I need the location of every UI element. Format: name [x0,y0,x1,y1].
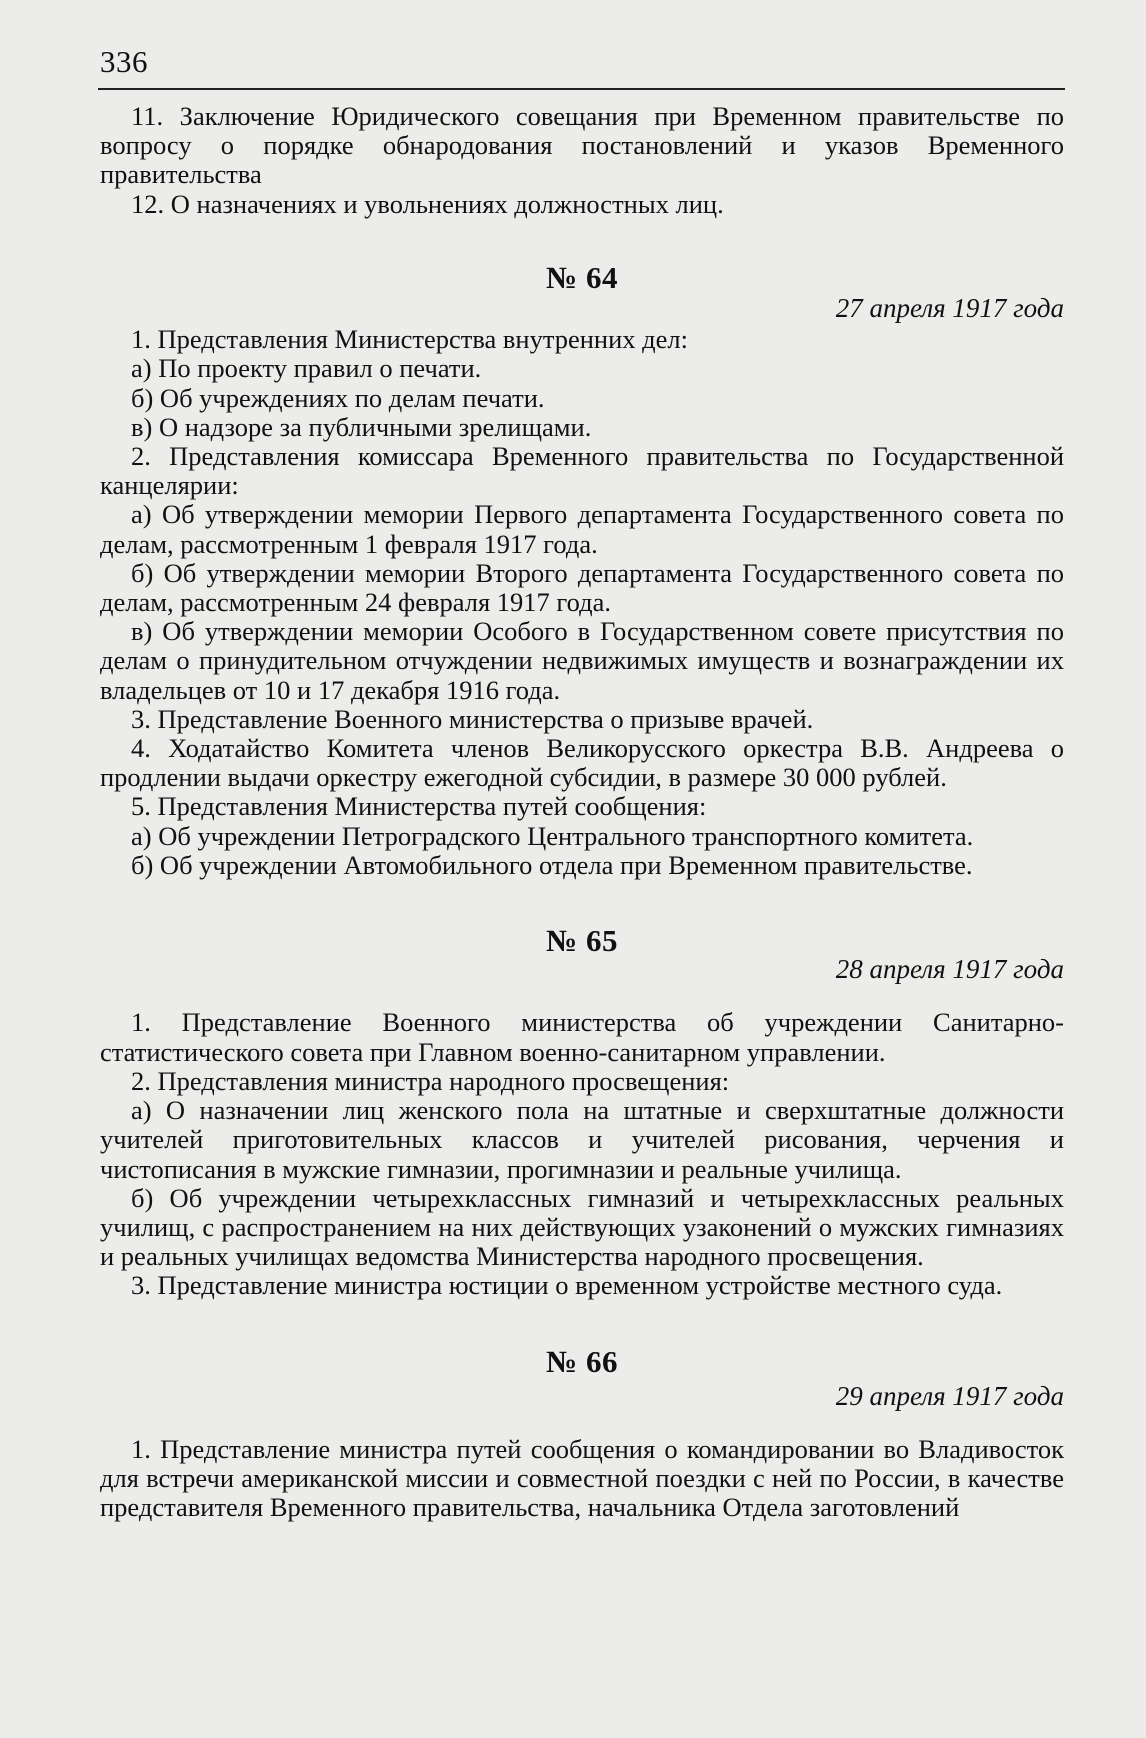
list-item: б) Об утверждении мемории Второго департамента Государственного совета по делам, рассмотренным 24 февраля 1917 года. [100,557,1064,618]
list-item: 1. Представление Военного министерства об учреждении Санитарно-статистического совета при Главном военно-санитарном управлении. [100,1007,1064,1067]
section-66 [100,1343,1064,1523]
list-item: 3. Представление Военного министерства о призыве врачей. [131,703,814,734]
list-item: в) Об утверждении мемории Особого в Государственном совете присутствия по делам о принудительном отчуждении недвижимых имуществ и вознаграждении их владельцев от 10 и 17 декабря 1916 года. [100,616,1064,705]
section-date: 29 апреля 1917 года [835,1380,1064,1411]
section-date: 27 апреля 1917 года [835,293,1064,324]
section-date: 28 апреля 1917 года [835,954,1064,985]
section-65 [100,923,1064,1301]
list-item: а) О назначении лиц женского пола на штатные и сверхштатные должности учителей приготовительных классов и учителей рисования, черчения и чистописания в мужские гимназии, прогимназии и реальные училища. [100,1095,1064,1184]
intro-item: 12. О назначениях и увольнениях должностных лиц. [131,188,724,219]
list-item: 3. Представление министра юстиции о временном устройстве местного суда. [131,1270,1003,1301]
section-64 [100,259,1064,880]
document-body [100,102,1064,1523]
list-item: 1. Представления Министерства внутренних дел: [131,324,689,355]
section-number: № 66 [546,1343,618,1379]
intro-item: 11. Заключение Юридического совещания при Временном правительстве по вопросу о порядке обнародования постановлений и указов Временного правительства [100,101,1064,190]
list-item: 2. Представления министра народного просвещения: [131,1065,730,1096]
list-item: а) По проекту правил о печати. [131,353,482,384]
section-number: № 65 [546,923,618,959]
list-item: а) Об утверждении мемории Первого департамента Государственного совета по делам, рассмотренным 1 февраля 1917 года. [100,499,1064,559]
list-item: б) Об учреждениях по делам печати. [131,382,545,413]
list-item: 2. Представления комиссара Временного правительства по Государственной канцелярии: [100,441,1064,501]
list-item: 5. Представления Министерства путей сообщения: [131,791,707,822]
list-item: б) Об учреждении четырехклассных гимназий и четырехклассных реальных училищ, с распространением на них действующих узаконений о мужских гимназиях и реальных училищах ведомства Министерства народного просвещения. [100,1182,1064,1272]
list-item: 4. Ходатайство Комитета членов Великорусского оркестра В.В. Андреева о продлении выдачи оркестру ежегодной субсидии, в размере 30 000 рублей. [100,733,1064,793]
header-rule [98,88,1065,90]
list-item: 1. Представление министра путей сообщения о командировании во Владивосток для встречи американской миссии и совместной поездки с ней по России, в качестве представителя Временного правительства, начальника Отдела заготовлений [100,1433,1064,1523]
page-number: 336 [100,44,148,79]
list-item: б) Об учреждении Автомобильного отдела при Временном правительстве. [131,849,973,880]
section-number: № 64 [546,259,618,295]
list-item: а) Об учреждении Петроградского Центрального транспортного комитета. [131,820,974,851]
list-item: в) О надзоре за публичными зрелищами. [131,411,592,442]
